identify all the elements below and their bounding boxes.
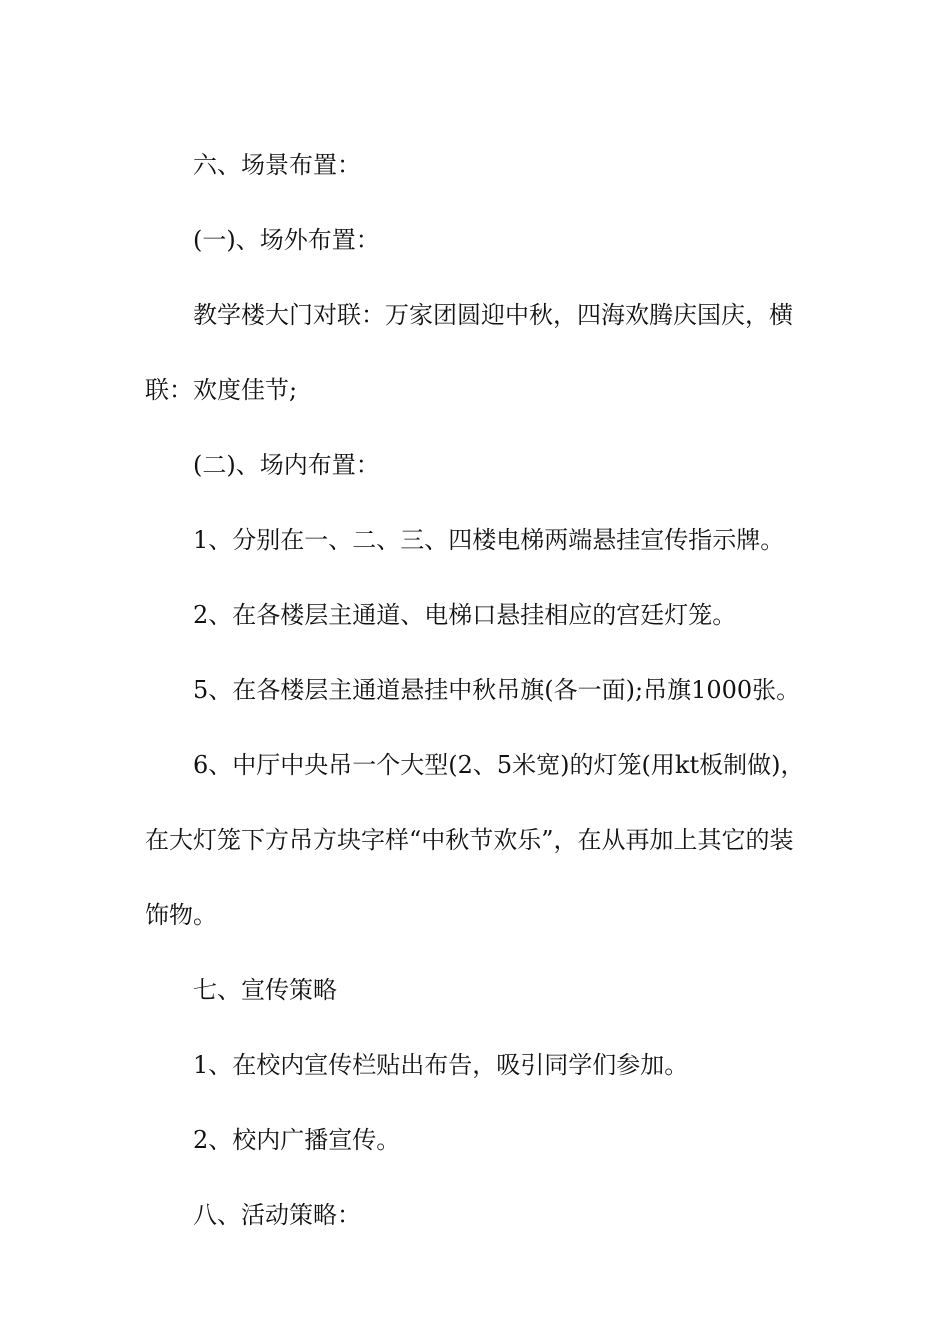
paragraph-couplet: 教学楼大门对联：万家团圆迎中秋，四海欢腾庆国庆，横联：欢度佳节; bbox=[145, 301, 793, 404]
list-item-lanterns: 2、在各楼层主通道、电梯口悬挂相应的宫廷灯笼。 bbox=[193, 601, 737, 629]
document-body bbox=[145, 128, 807, 1253]
section-heading-scene-layout: 六、场景布置： bbox=[193, 151, 361, 179]
section-heading-promotion: 七、宣传策略 bbox=[193, 976, 337, 1004]
subsection-heading-outdoor-layout: (一)、场外布置： bbox=[193, 226, 380, 254]
list-item-signage: 1、分别在一、二、三、四楼电梯两端悬挂宣传指示牌。 bbox=[193, 526, 785, 554]
subsection-heading-indoor-layout: (二)、场内布置： bbox=[193, 451, 380, 479]
list-item-broadcast: 2、校内广播宣传。 bbox=[193, 1126, 401, 1154]
section-heading-activity-strategy: 八、活动策略： bbox=[193, 1201, 361, 1229]
list-item-bulletin: 1、在校内宣传栏贴出布告，吸引同学们参加。 bbox=[193, 1051, 689, 1079]
list-item-central-lantern: 6、中厅中央吊一个大型(2、5米宽)的灯笼(用kt板制做)，在大灯笼下方吊方块字样“中秋节欢乐”，在从再加上其它的装饰物。 bbox=[145, 751, 805, 929]
list-item-banners: 5、在各楼层主通道悬挂中秋吊旗(各一面);吊旗1000张。 bbox=[193, 676, 801, 704]
